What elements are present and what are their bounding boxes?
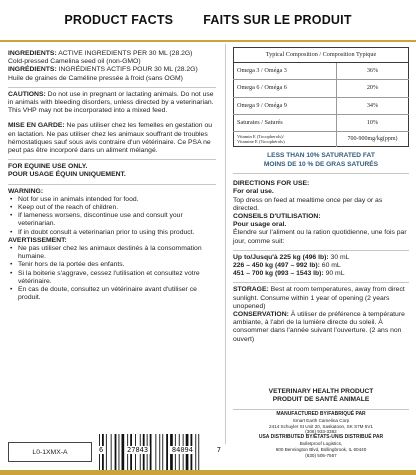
warning-en-item: • If in doubt consult a veterinarian prior to using this product.: [8, 229, 216, 237]
equine-fr: POUR USAGE ÉQUIN UNIQUEMENT.: [8, 171, 126, 179]
vet-product-statement: VETERINARY HEALTH PRODUCT PRODUIT DE SANTÉ ANIMALE: [268, 388, 374, 404]
warning-en-item: • Not for use in animals intended for food.: [8, 196, 216, 204]
header-title-en: PRODUCT FACTS: [64, 13, 174, 27]
directions-en-text: Top dress on feed at mealtime once per day or as directed.: [233, 196, 383, 212]
warning-fr-item: • En cas de doute, consultez un vétérinaire avant d'utiliser ce produit.: [8, 286, 216, 302]
right-column: [233, 47, 409, 348]
storage-section: [233, 283, 409, 347]
warning-en-item: • If lameness worsens, discontinue use and consult your veterinarian.: [8, 212, 216, 228]
barcode-digits: [95, 444, 225, 456]
directions-en-head: DIRECTIONS FOR USE:: [233, 180, 310, 188]
lot-number: L0-1XMX-A: [32, 448, 68, 456]
caution-en: CAUTIONS: Do not use in pregnant or lactating animals. Do not use in animals with bleeding disorders, unless directed by a veterinarian. This VHP may not be incorporated into a mixed feed.: [8, 90, 214, 115]
equine-en: FOR EQUINE USE ONLY.: [8, 163, 88, 171]
storage-fr: CONSERVATION: À utiliser de préférence à température ambiante, à l'abri de la lumière directe du soleil. À consommer dans l'année suivant l'ouverture. (2 ans non ouvert): [233, 311, 405, 343]
composition-head: Typical Composition / Composition Typique: [234, 48, 409, 63]
equine-section: [8, 160, 216, 184]
left-column: [8, 47, 216, 306]
composition-row: Omega 3 / Oméga 3 36%: [234, 63, 409, 80]
barcode-last-digit: 7: [216, 446, 221, 454]
label-header: [0, 0, 416, 40]
ingredients-fr: INGRÉDIENTS: INGRÉDIENTS ACTIFS POUR 30 ML (28.2G): [8, 66, 198, 74]
dosage-row: 226 – 450 kg (497 – 992 lb): 60 mL: [233, 262, 341, 270]
dosage-section: [233, 251, 409, 284]
directions-fr-head: CONSEILS D'UTILISATION:: [233, 213, 321, 221]
lot-number-box: [8, 442, 92, 462]
ingredients-section: [8, 47, 216, 88]
composition-row: Saturates / Saturés 10%: [234, 114, 409, 131]
low-fat-claim: LESS THAN 10% SATURATED FAT MOINS DE 10 % DE GRAS SATURÉS: [263, 152, 379, 168]
low-fat-divider: [233, 173, 409, 174]
warning-en-item: • Keep out of the reach of children.: [8, 204, 216, 212]
composition-table: [233, 47, 409, 147]
storage-en: STORAGE: Best at room temperatures, away from direct sunlight. Consume within 1 year of opening (2 years unopened): [233, 286, 405, 310]
warning-fr-item: • Tenir hors de la portée des enfants.: [8, 261, 216, 269]
warning-en-head: WARNING:: [8, 187, 44, 195]
barcode-left-digits: 27843: [127, 446, 149, 454]
header-divider: [0, 40, 416, 42]
vet-divider: [233, 409, 409, 410]
warning-section: [8, 185, 216, 307]
bottom-accent-band: [0, 470, 416, 475]
header-title-fr: FAITS SUR LE PRODUIT: [203, 13, 352, 27]
dosage-row: Up to/Jusqu'à 225 kg (496 lb): 30 mL: [233, 253, 350, 261]
caution-section: [8, 88, 216, 160]
directions-section: [233, 177, 409, 251]
directions-fr-sub: Pour usage oral.: [233, 221, 287, 229]
ingredients-en-item: Cold-pressed Camelina seed oil (non-GMO): [8, 58, 141, 66]
warning-fr-head: AVERTISSEMENT:: [8, 236, 67, 244]
manufacturer-block: MANUFACTURED BY/FABRIQUÉ PAR Smart Earth Camelina Corp 2414 Schuyler St Unit 20, Saskatoon, SK S7M 5V1 (306) 933-3382 USA DISTRIBUTED BY/ÉTATS-UNIS DISTRIBUÉ PAR Bulletproof Logistics, 600 Bennington Blvd, Bollingbrook, IL 60440 (630) 505-7567: [258, 411, 384, 458]
barcode-right-digits: 84094: [171, 446, 193, 454]
directions-fr-text: Étendre sur l'aliment ou la ration quotidienne, une fois par jour, comme suit:: [233, 229, 407, 245]
caution-fr: MISE EN GARDE: Ne pas utiliser chez les femelles en gestation ou en lactation. Ne pas utiliser chez les animaux souffrant de troubles hémostatiques sauf sous avis contraire d'un vétérinaire. Ce PSA ne peut pas être incorporé dans un aliment mélangé.: [8, 122, 213, 155]
warning-fr-item: • Si la boiterie s'aggrave, cessez l'utilisation et consultez votre vétérinaire.: [8, 270, 216, 286]
barcode-first-digit: 6: [99, 446, 104, 454]
composition-row-vitamin: Vitamin E (Tocopherols)/ Vitamine E (Tocophérols) 700-900mg/kg(ppm): [234, 132, 409, 147]
column-divider: [225, 44, 226, 444]
composition-row: Omega 6 / Oméga 6 20%: [234, 80, 409, 97]
composition-row: Omega 9 / Oméga 9 34%: [234, 97, 409, 114]
warning-fr-item: • Ne pas utiliser chez les animaux destinés à la consommation humaine.: [8, 245, 216, 261]
ingredients-en: INGREDIENTS: ACTIVE INGREDIENTS PER 30 ML (28.2G): [8, 50, 193, 57]
ingredients-fr-item: Huile de graines de Caméline pressée à froid (sans OGM): [8, 74, 183, 82]
directions-en-sub: For oral use.: [233, 188, 274, 196]
dosage-row: 451 – 700 kg (993 – 1543 lb): 90 mL: [233, 270, 345, 278]
